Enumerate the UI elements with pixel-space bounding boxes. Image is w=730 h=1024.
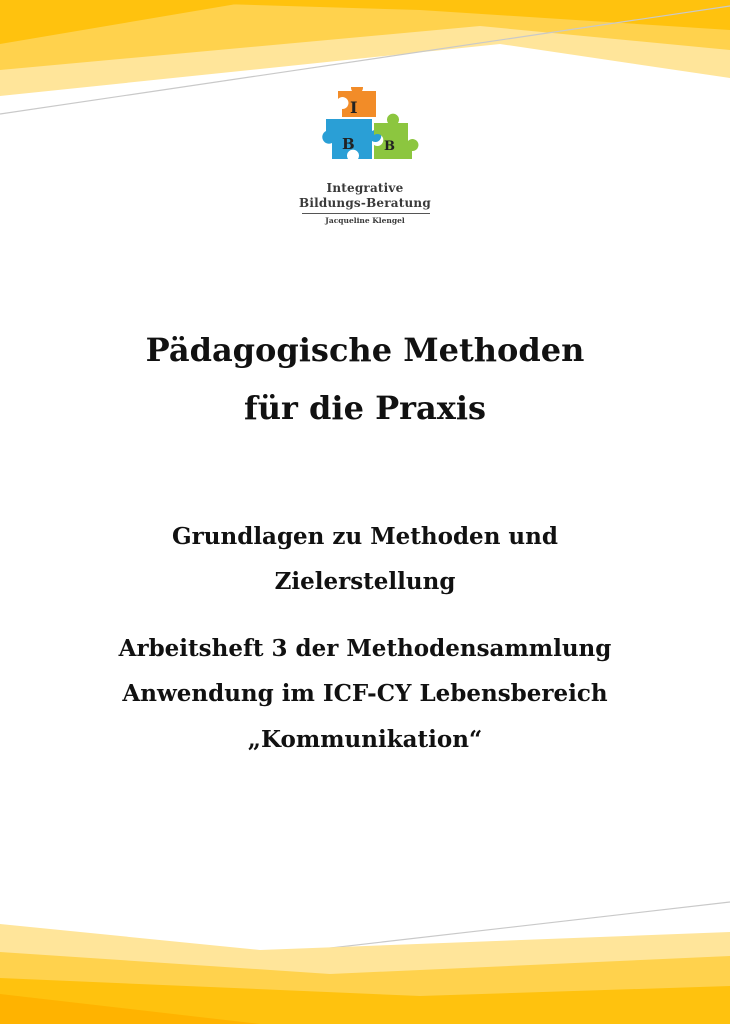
page-title-line2: für die Praxis	[244, 389, 486, 427]
puzzle-logo-icon	[304, 87, 426, 177]
logo-name-line2: Bildungs-Beratung	[299, 196, 431, 210]
logo-letter-b2: B	[384, 139, 395, 154]
subtitle-line1: Grundlagen zu Methoden und	[172, 523, 558, 550]
logo-author: Jacqueline Klengel	[325, 216, 405, 225]
subtitle-line3: Arbeitsheft 3 der Methodensammlung	[118, 635, 612, 662]
bottom-decoration	[0, 894, 730, 1024]
logo	[290, 85, 440, 230]
subtitle-line2: Zielerstellung	[274, 568, 456, 595]
subtitle-line4: Anwendung im ICF-CY Lebensbereich	[122, 680, 608, 707]
logo-name-line1: Integrative	[326, 181, 404, 195]
logo-letter-i: I	[350, 98, 358, 117]
page-title-line1: Pädagogische Methoden	[145, 331, 585, 369]
logo-letter-b1: B	[342, 135, 355, 153]
subtitle-line5: „Kommunikation“	[247, 726, 483, 753]
logo-divider	[302, 213, 430, 214]
